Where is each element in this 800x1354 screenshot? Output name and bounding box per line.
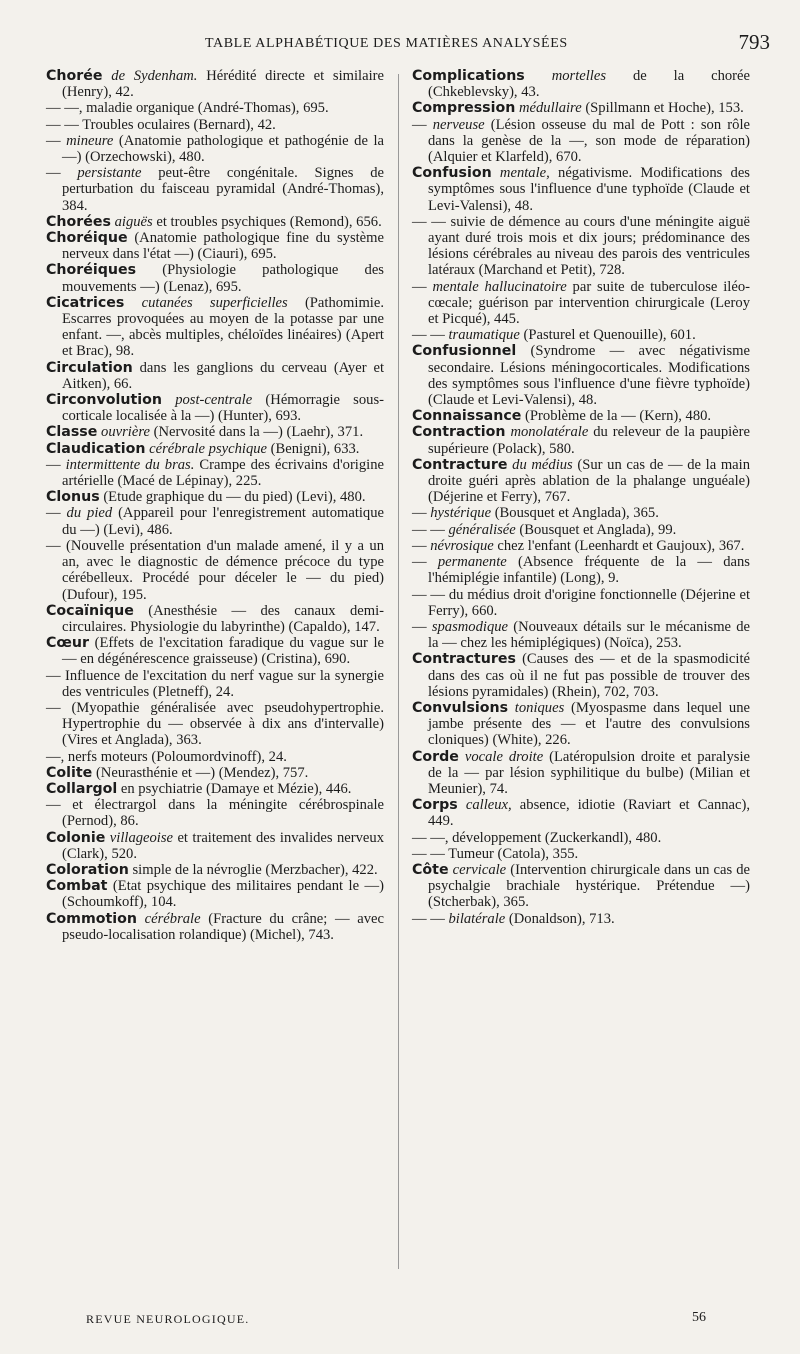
entry-text <box>508 700 515 716</box>
entry-text: Crampe des écrivains d'origine artérielle (Macé de Lépinay), 225. <box>62 456 384 490</box>
entry-text: — —, développement (Zuckerkandl), 480. <box>412 829 662 846</box>
entry-text: (Bousquet et Anglada), 365. <box>491 505 659 522</box>
entry-text: (Fracture du crâne; — avec pseudo-localisation rolandique) (Michel), 743. <box>62 910 384 943</box>
entry-text: (Pasturel et Quenouille), 601. <box>519 327 696 344</box>
page-title: TABLE ALPHABÉTIQUE DES MATIÈRES ANALYSÉES <box>205 36 568 51</box>
entry-text <box>124 295 141 311</box>
entry-text: (Benigni), 633. <box>267 440 360 457</box>
index-entry <box>412 619 750 651</box>
entry-italic-text: traumatique <box>448 327 520 344</box>
entry-italic-text: du pied <box>66 505 113 522</box>
entry-headword: Chorées <box>46 213 111 230</box>
entry-headword: Coloration <box>46 861 129 878</box>
entry-text: du releveur de la paupière supérieure (Polack), 580. <box>428 424 750 457</box>
entry-headword: Chorée <box>46 68 103 84</box>
entry-text: (Nouveaux détails sur le mécanisme de la — chez les hémiplégiques) (Noïca), 253. <box>428 618 751 652</box>
entry-text: — — Tumeur (Catola), 355. <box>412 845 579 862</box>
entry-italic-text: hystérique <box>430 505 492 522</box>
entry-text: (Anesthésie — des canaux demi-circulaires. Physiologie du labyrinthe) (Capaldo), 147. <box>62 602 384 635</box>
entry-text: chez l'enfant (Leenhardt et Gaujoux), 367. <box>493 537 745 554</box>
entry-italic-text: persistante <box>77 165 142 182</box>
entry-italic-text: toniques <box>514 699 565 716</box>
index-entry <box>46 765 384 781</box>
index-entry <box>46 603 384 635</box>
entry-headword: Cœur <box>46 635 90 652</box>
entry-text: — <box>412 278 433 295</box>
entry-headword: Circonvolution <box>46 392 162 409</box>
entry-headword: Choréiques <box>46 262 137 279</box>
entry-text: peut-être congénitale. Signes de perturbation du faisceau pyramidal (André-Thomas), 384. <box>62 165 384 214</box>
column-divider <box>398 74 399 1269</box>
entry-italic-text: généralisée <box>448 521 516 538</box>
index-entry <box>412 505 750 521</box>
entry-headword: Contraction <box>412 424 506 441</box>
entry-text: (Problème de la — (Kern), 480. <box>521 408 712 425</box>
entry-headword: Contracture <box>412 456 508 473</box>
entry-headword: Corps <box>412 797 458 814</box>
entry-headword: Commotion <box>46 910 137 927</box>
index-entry <box>412 68 750 100</box>
entry-text: — <box>412 618 432 635</box>
index-entry <box>412 327 750 343</box>
entry-text: (Anatomie pathologique fine du système nerveux dans l'état —) (Ciauri), 695. <box>62 230 384 263</box>
entry-text: — — du médius droit d'origine fonctionnelle (Déjerine et Ferry), 660. <box>412 586 750 619</box>
entry-text: (Pathomimie. Escarres provoquées au moyen de la potasse par une enfant. —, abcès multiples, chéloïdes linéaires) (Apert et Brac), 98. <box>62 294 384 360</box>
entry-italic-text: monolatérale <box>510 424 589 441</box>
entry-text: dans les ganglions du cerveau (Ayer et Aitken), 66. <box>62 359 384 392</box>
entry-headword: Cicatrices <box>46 294 125 311</box>
entry-text: (Donaldson), 713. <box>505 910 615 927</box>
journal-name: REVUE NEUROLOGIQUE. <box>86 1312 250 1326</box>
entry-text <box>162 392 175 408</box>
entry-headword: Claudication <box>46 440 146 457</box>
index-entry <box>412 749 750 798</box>
left-column <box>46 68 384 943</box>
index-entry <box>46 781 384 797</box>
index-entry <box>46 165 384 214</box>
entry-italic-text: post-centrale <box>175 392 253 409</box>
index-entry <box>46 133 384 165</box>
entry-italic-text: vocale droite <box>464 748 544 765</box>
entry-text: (Myospasme dans lequel une jambe présente des — et l'autre des convulsions cloniques) (White), 226. <box>428 699 750 749</box>
entry-headword: Contractures <box>412 651 516 668</box>
entry-italic-text: aiguës <box>114 213 153 230</box>
entry-headword: Combat <box>46 878 108 895</box>
index-entry <box>412 165 750 214</box>
index-entry <box>46 230 384 262</box>
entry-text: en psychiatrie (Damaye et Mézie), 446. <box>117 780 352 797</box>
entry-text: (Spillmann et Hoche), 153. <box>581 100 744 117</box>
index-entry <box>46 214 384 230</box>
entry-italic-text: permanente <box>437 554 507 571</box>
index-entry <box>412 214 750 279</box>
entry-text: négativisme. Modifications des symptômes sous l'influence d'une typhoïde (Claude et Levi-Valensi), 48. <box>428 165 750 214</box>
entry-text: (Etude graphique du — du pied) (Levi), 480. <box>99 489 366 506</box>
entry-italic-text: mentale hallucinatoire <box>432 278 567 295</box>
entry-text: (Etat psychique des militaires pendant le —) (Schoumkoff), 104. <box>62 878 384 911</box>
entry-text: — (Myopathie généralisée avec pseudohypertrophie. Hypertrophie du — observée à dix ans d'intervalle) (Vires et Anglada), 363. <box>46 699 384 749</box>
entry-text: — — <box>412 327 449 344</box>
entry-text: (Intervention chirurgicale dans un cas de psychalgie brachiale hystérique. Prétendue —) (Stcherbak), 365. <box>428 861 751 911</box>
page-footer <box>86 1312 706 1332</box>
running-header <box>60 28 770 58</box>
index-entry <box>412 700 750 749</box>
index-entry <box>412 797 750 829</box>
entry-headword: Compression <box>412 100 516 117</box>
entry-italic-text: cutanées superficielles <box>141 294 288 311</box>
index-entry <box>46 117 384 133</box>
entry-text: — — <box>412 521 449 538</box>
index-entry <box>46 538 384 603</box>
index-entry <box>412 846 750 862</box>
entry-headword: Cocaïnique <box>46 602 134 619</box>
right-column <box>412 68 750 927</box>
entry-headword: Choréique <box>46 230 128 247</box>
index-entry <box>412 538 750 554</box>
entry-headword: Convulsions <box>412 699 509 716</box>
entry-text: — <box>412 116 433 133</box>
index-entry <box>412 279 750 328</box>
entry-text: et troubles psychiques (Remond), 656. <box>152 213 382 230</box>
entry-text: — <box>46 165 78 182</box>
index-entry <box>412 554 750 586</box>
entry-text: (Syndrome — avec négativisme secondaire. Lésions méningocorticales. Modifications des symptômes sous l'influence d'une fièvre typhoïde) (Claude et Levi-Valensi), 48. <box>428 343 750 409</box>
entry-text <box>458 797 466 813</box>
entry-text: — <box>46 132 67 149</box>
entry-text: (Anatomie pathologique et pathogénie de la —) (Orzechowski), 480. <box>62 132 384 166</box>
index-entry <box>412 862 750 911</box>
entry-headword: Corde <box>412 748 459 765</box>
index-entry <box>46 262 384 294</box>
entry-text <box>492 165 500 181</box>
entry-italic-text: nerveuse <box>432 116 485 133</box>
index-entry <box>46 911 384 943</box>
index-entry <box>46 392 384 424</box>
entry-text: (Effets de l'excitation faradique du vague sur le — en dégénérescence graisseuse) (Cristina), 690. <box>62 635 384 668</box>
entry-text: (Bousquet et Anglada), 99. <box>515 521 677 538</box>
entry-text <box>103 68 112 84</box>
entry-headword: Confusionnel <box>412 343 517 360</box>
entry-italic-text: cérébrale psychique <box>149 440 268 457</box>
entry-italic-text: cervicale <box>452 861 507 878</box>
index-entry <box>46 100 384 116</box>
entry-text: (Hémorragie sous-corticale localisée à la —) (Hunter), 693. <box>62 392 384 425</box>
entry-italic-text: de Sydenham. <box>111 68 198 84</box>
entry-headword: Collargol <box>46 780 118 797</box>
entry-text: Hérédité directe et similaire (Henry), 42. <box>62 68 384 101</box>
index-entry <box>412 100 750 116</box>
entry-text: — et électrargol dans la méningite cérébrospinale (Pernod), 86. <box>46 797 384 830</box>
entry-headword: Côte <box>412 861 449 878</box>
index-entry <box>46 668 384 700</box>
entry-text: — (Nouvelle présentation d'un malade amené, il y a un an, avec le diagnostic de démence précoce du type cérébelleux. Procédé pour déceler le — du pied) (Dufour), 195. <box>46 537 384 603</box>
index-entry <box>46 457 384 489</box>
index-entry <box>46 700 384 749</box>
entry-text: — —, maladie organique (André-Thomas), 695. <box>46 100 329 117</box>
entry-text: — <box>412 554 438 571</box>
entry-text: — — suivie de démence au cours d'une méningite aiguë ayant duré trois mois et dix jours; prédominance des lésions cérébrales au niveau des parois des ventricules latéraux (Marchand et Petit), 728. <box>412 213 750 279</box>
entry-italic-text: médullaire <box>518 100 582 117</box>
entry-text: — — Troubles oculaires (Bernard), 42. <box>46 116 276 133</box>
entry-text: — — <box>412 910 449 927</box>
entry-text: (Causes des — et de la spasmodicité dans des cas où il ne fut pas possible de trouver des lésions pyramidales) (Rhein), 702, 703. <box>428 651 750 700</box>
index-entry <box>412 651 750 700</box>
entry-text <box>525 68 552 84</box>
entry-italic-text: spasmodique <box>431 618 509 635</box>
entry-text: — <box>412 537 431 554</box>
entry-text: —, nerfs moteurs (Poloumordvinoff), 24. <box>46 748 287 765</box>
index-entry <box>412 408 750 424</box>
entry-headword: Colite <box>46 764 93 781</box>
entry-italic-text: ouvrière <box>101 424 150 441</box>
index-entry <box>46 797 384 829</box>
index-entry <box>46 360 384 392</box>
page-number: 793 <box>738 30 770 54</box>
index-entry <box>46 862 384 878</box>
signature-mark: 56 <box>692 1310 706 1325</box>
index-entry <box>412 424 750 456</box>
index-entry <box>412 343 750 408</box>
index-entry <box>412 457 750 506</box>
entry-text: (Physiologie pathologique des mouvements —) (Lenaz), 695. <box>62 262 384 295</box>
entry-text: simple de la névroglie (Merzbacher), 422. <box>128 861 378 878</box>
index-entry <box>46 489 384 505</box>
entry-headword: Classe <box>46 424 98 441</box>
index-entry <box>412 522 750 538</box>
entry-text: (Appareil pour l'enregistrement automatique du —) (Levi), 486. <box>62 505 385 538</box>
entry-text: et traitement des invalides nerveux (Clark), 520. <box>62 829 385 862</box>
entry-text: absence, idiotie (Raviart et Cannac), 449. <box>428 797 750 830</box>
entry-text: de la chorée (Chkeblevsky), 43. <box>428 68 750 101</box>
index-entry <box>46 295 384 360</box>
entry-italic-text: mineure <box>66 132 114 149</box>
entry-italic-text: cérébrale <box>144 910 201 927</box>
entry-text: — <box>46 456 66 473</box>
index-entry <box>46 749 384 765</box>
entry-headword: Circulation <box>46 359 133 376</box>
index-entry <box>412 587 750 619</box>
entry-italic-text: intermittente du bras. <box>65 456 195 473</box>
entry-italic-text: mentale, <box>499 165 550 182</box>
entry-text: (Absence fréquente de la — dans l'hémiplégie infantile) (Long), 9. <box>428 554 750 587</box>
entry-headword: Connaissance <box>412 408 522 425</box>
entry-text: (Sur un cas de — de la main droite guéri après ablation de la phalange unguéale) (Déjerine et Ferry), 767. <box>428 456 751 506</box>
entry-text: (Lésion osseuse du mal de Pott : son rôle dans la genèse de la —, son mode de réparation) (Alquier et Klarfeld), 670. <box>428 116 750 166</box>
entry-headword: Confusion <box>412 165 492 182</box>
entry-text: par suite de tuberculose iléo-cœcale; guérison par intervention chirurgicale (Leroy et Picqué), 445. <box>428 278 750 328</box>
entry-text <box>137 911 145 927</box>
entry-headword: Complications <box>412 68 525 84</box>
index-entry <box>46 441 384 457</box>
index-entry <box>46 68 384 100</box>
index-entry <box>412 830 750 846</box>
entry-text: (Neurasthénie et —) (Mendez), 757. <box>92 764 309 781</box>
index-entry <box>46 878 384 910</box>
index-entry <box>46 830 384 862</box>
index-entry <box>46 505 384 537</box>
entry-headword: Colonie <box>46 829 106 846</box>
entry-italic-text: bilatérale <box>448 910 506 927</box>
entry-text: — Influence de l'excitation du nerf vague sur la synergie des ventricules (Pletneff), 24. <box>46 667 384 700</box>
entry-italic-text: mortelles <box>551 68 607 84</box>
entry-italic-text: du médius <box>512 456 573 473</box>
entry-text: — <box>412 505 431 522</box>
entry-text: (Latéropulsion droite et paralysie de la — par lésion syphilitique du bulbe) (Milian et Meunier), 74. <box>428 748 750 797</box>
entry-headword: Clonus <box>46 489 100 506</box>
index-entry <box>46 424 384 440</box>
index-entry <box>412 117 750 166</box>
index-entry <box>412 911 750 927</box>
entry-italic-text: névrosique <box>430 537 494 554</box>
entry-text: — <box>46 505 67 522</box>
entry-text: (Nervosité dans la —) (Laehr), 371. <box>149 424 364 441</box>
entry-italic-text: calleux, <box>465 797 512 814</box>
entry-italic-text: villageoise <box>109 829 174 846</box>
index-entry <box>46 635 384 667</box>
